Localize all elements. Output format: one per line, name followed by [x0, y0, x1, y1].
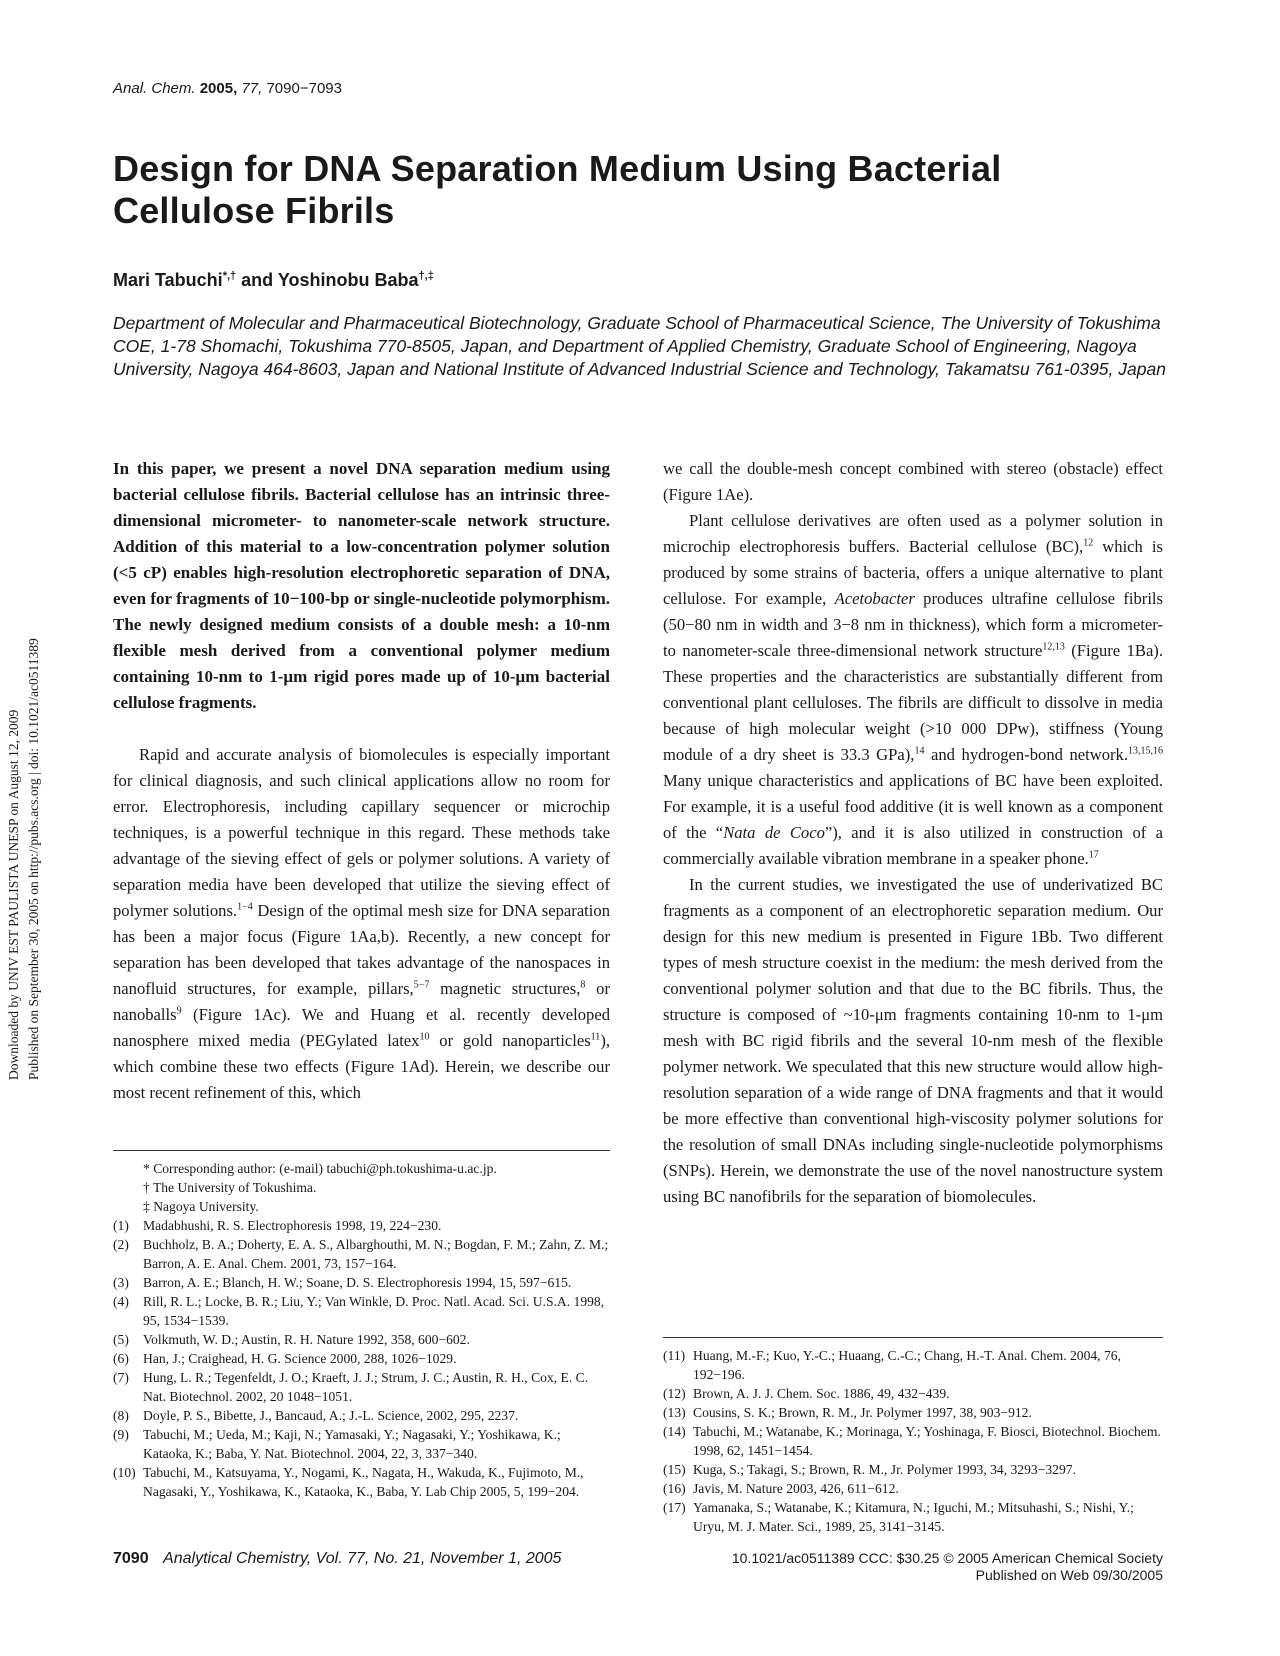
- footnote: ‡ Nagoya University.: [143, 1199, 259, 1214]
- body-text: or gold nanoparticles: [429, 1031, 591, 1050]
- reference-list: [663, 1346, 1163, 1536]
- reference-item: [113, 1292, 610, 1330]
- reference-item: [113, 1330, 610, 1349]
- reference-number: (7): [113, 1370, 129, 1385]
- reference-item: [663, 1422, 1163, 1460]
- reference-number: (5): [113, 1332, 129, 1347]
- reference-item: [663, 1460, 1163, 1479]
- download-stamp: [0, 200, 40, 1100]
- reference-item: [663, 1498, 1163, 1536]
- footnotes-references-left: [113, 1150, 610, 1501]
- reference-text: Yamanaka, S.; Watanabe, K.; Kitamura, N.; Iguchi, M.; Mitsuhashi, S.; Nishi, Y.; Uryu, M. J. Mater. Sci., 1989, 25, 3141−3145.: [693, 1500, 1134, 1534]
- body-text: ), which combine these two effects (Figure 1Ad). Herein, we describe our most recent refinement of this, which: [113, 1031, 610, 1102]
- journal-issue: Analytical Chemistry, Vol. 77, No. 21, November 1, 2005: [163, 1550, 562, 1567]
- author-marks: †,‡: [418, 270, 434, 282]
- author-list: [113, 270, 434, 291]
- author-name: Mari Tabuchi: [113, 270, 223, 290]
- citation: 14: [914, 745, 925, 757]
- citation: 9: [176, 1005, 182, 1017]
- reference-number: (13): [663, 1405, 686, 1420]
- reference-item: [113, 1349, 610, 1368]
- body-paragraph: [113, 742, 610, 1106]
- left-column: [113, 456, 610, 1106]
- affiliation: Department of Molecular and Pharmaceutical Biotechnology, Graduate School of Pharmaceutical Science, The University of Tokushima COE, 1-78 Shomachi, Tokushima 770-8505, Japan, and Department of Applied Chemistry, Graduate School of Engineering, Nagoya University, Nagoya 464-8603, Japan and National Institute of Advanced Industrial Science and Technology, Takamatsu 761-0395, Japan: [113, 313, 1166, 379]
- reference-rule: [663, 1337, 1163, 1338]
- reference-item: [113, 1216, 610, 1235]
- reference-item: [113, 1273, 610, 1292]
- body-text: produces ultrafine cellulose fibrils (50−80 nm in width and 3−8 nm in thickness), which form a micrometer- to nanometer-scale three-dimensional network structure: [663, 589, 1163, 660]
- references-right: [663, 1337, 1163, 1536]
- reference-item: [663, 1384, 1163, 1403]
- reference-number: (6): [113, 1351, 129, 1366]
- citation: 5−7: [413, 979, 430, 991]
- reference-item: [113, 1425, 610, 1463]
- footnote: * Corresponding author: (e-mail) tabuchi@ph.tokushima-u.ac.jp.: [143, 1161, 497, 1176]
- reference-text: Buchholz, B. A.; Doherty, E. A. S., Albarghouthi, M. N.; Bogdan, F. M.; Zahn, Z. M.; Barron, A. E. Anal. Chem. 2001, 73, 157−164.: [143, 1237, 609, 1271]
- download-stamp-line: Published on September 30, 2005 on http://pubs.acs.org | doi: 10.1021/ac0511389: [26, 638, 41, 1080]
- footnote-list: [113, 1159, 610, 1216]
- citation: 17: [1088, 849, 1099, 861]
- page-footer: [113, 1550, 561, 1568]
- reference-item: [113, 1406, 610, 1425]
- reference-text: Huang, M.-F.; Kuo, Y.-C.; Huaang, C.-C.; Chang, H.-T. Anal. Chem. 2004, 76, 192−196.: [693, 1348, 1121, 1382]
- citation: 8: [580, 979, 586, 991]
- body-text: Rapid and accurate analysis of biomolecules is especially important for clinical diagnosis, and such clinical applications allow no room for error. Electrophoresis, including capillary sequencer or microchip techniques, is a powerful technique in this regard. These methods take advantage of the sieving effect of gels or polymer solutions. A variety of separation media have been developed that utilize the sieving effect of polymer solutions.: [113, 745, 610, 920]
- citation: 1−4: [237, 901, 253, 913]
- reference-item: [663, 1403, 1163, 1422]
- download-stamp-line: Downloaded by UNIV EST PAULISTA UNESP on August 12, 2009: [6, 709, 21, 1080]
- reference-text: Tabuchi, M.; Ueda, M.; Kaji, N.; Yamasaki, Y.; Nagasaki, Y.; Yoshikawa, K.; Kataoka, K.; Baba, Y. Nat. Biotechnol. 2004, 22, 3, 337−340.: [143, 1427, 561, 1461]
- reference-number: (1): [113, 1218, 129, 1233]
- reference-text: Tabuchi, M.; Watanabe, K.; Morinaga, Y.; Yoshinaga, F. Biosci, Biotechnol. Biochem. 1998, 62, 1451−1454.: [693, 1424, 1161, 1458]
- reference-text: Barron, A. E.; Blanch, H. W.; Soane, D. S. Electrophoresis 1994, 15, 597−615.: [143, 1275, 572, 1290]
- reference-number: (3): [113, 1275, 129, 1290]
- reference-number: (17): [663, 1500, 686, 1515]
- article-title: Design for DNA Separation Medium Using Bacterial Cellulose Fibrils: [113, 148, 1002, 231]
- body-paragraph: In the current studies, we investigated the use of underivatized BC fragments as a component of an electrophoretic separation medium. Our design for this new medium is presented in Figure 1Bb. Two different types of mesh structure coexist in the medium: the mesh derived from the conventional polymer solution and that due to the BC fibrils. Thus, the structure is composed of ~10-μm fragments containing 10-nm to 1-μm mesh with BC rigid fibrils and the several 10-nm mesh of the flexible polymer network. We speculated that this new structure would allow high-resolution separation of a wide range of DNA fragments and that it would be more effective than conventional high-viscosity polymer solutions for the resolution of small DNAs including single-nucleotide polymorphisms (SNPs). Herein, we demonstrate the use of the novel nanostructure system using BC nanofibrils for the separation of biomolecules.: [663, 875, 1163, 1206]
- reference-text: Madabhushi, R. S. Electrophoresis 1998, 19, 224−230.: [143, 1218, 442, 1233]
- reference-number: (4): [113, 1294, 129, 1309]
- reference-number: (16): [663, 1481, 686, 1496]
- body-text: or nanoballs: [113, 979, 610, 1024]
- reference-list: [113, 1216, 610, 1501]
- journal-reference: [113, 80, 342, 97]
- reference-text: Cousins, S. K.; Brown, R. M., Jr. Polymer 1997, 38, 903−912.: [693, 1405, 1032, 1420]
- reference-number: (11): [663, 1348, 686, 1363]
- right-column: [663, 456, 1163, 1210]
- reference-number: (10): [113, 1465, 136, 1480]
- author-conjunction: and: [241, 270, 274, 290]
- reference-text: Rill, R. L.; Locke, B. R.; Liu, Y.; Van Winkle, D. Proc. Natl. Acad. Sci. U.S.A. 1998, 95, 1534−1539.: [143, 1294, 605, 1328]
- journal-pages: 7090−7093: [266, 80, 342, 97]
- copyright-block: [663, 1550, 1163, 1584]
- journal-volume: 77,: [241, 80, 263, 97]
- reference-text: Volkmuth, W. D.; Austin, R. H. Nature 1992, 358, 600−602.: [143, 1332, 470, 1347]
- citation: 12,13: [1042, 641, 1065, 653]
- body-text: Plant cellulose derivatives are often used as a polymer solution in microchip electrophoresis buffers. Bacterial cellulose (BC),: [663, 511, 1163, 556]
- body-text: and hydrogen-bond network.: [924, 745, 1128, 764]
- body-text: (Figure 1Ba). These properties and the characteristics are substantially different from conventional plant celluloses. The fibrils are difficult to dissolve in media because of high molecular weight (>10 000 DPw), stiffness (Young module of a dry sheet is 33.3 GPa),: [663, 641, 1163, 764]
- journal-name: Anal. Chem.: [113, 80, 196, 97]
- citation: 12: [1083, 537, 1094, 549]
- footnote: † The University of Tokushima.: [143, 1180, 317, 1195]
- reference-number: (12): [663, 1386, 686, 1401]
- citation: 10: [419, 1031, 430, 1043]
- reference-text: Hung, L. R.; Tegenfeldt, J. O.; Kraeft, J. J.; Strum, J. C.; Austin, R. H., Cox, E. C. Nat. Biotechnol. 2002, 20 1048−1051.: [143, 1370, 589, 1404]
- body-text: magnetic structures,: [429, 979, 581, 998]
- reference-number: (2): [113, 1237, 129, 1252]
- page-number: 7090: [113, 1550, 149, 1567]
- reference-text: Javis, M. Nature 2003, 426, 611−612.: [693, 1481, 899, 1496]
- reference-item: [663, 1346, 1163, 1384]
- body-text: (Figure 1Ac). We and Huang et al. recently developed nanosphere mixed media (PEGylated latex: [113, 1005, 610, 1050]
- author-marks: *,†: [222, 270, 237, 282]
- reference-number: (9): [113, 1427, 129, 1442]
- body-paragraph: we call the double-mesh concept combined with stereo (obstacle) effect (Figure 1Ae).: [663, 459, 1163, 504]
- body-paragraph: [663, 508, 1163, 872]
- citation: 11: [590, 1031, 601, 1043]
- reference-item: [113, 1368, 610, 1406]
- abstract: In this paper, we present a novel DNA separation medium using bacterial cellulose fibrils. Bacterial cellulose has an intrinsic three-dimensional micrometer- to nanometer-scale network structure. Addition of this material to a low-concentration polymer solution (<5 cP) enables high-resolution electrophoretic separation of DNA, even for fragments of 10−100-bp or single-nucleotide polymorphism. The newly designed medium consists of a double mesh: a 10-nm flexible mesh derived from a conventional polymer medium containing 10-nm to 1-μm rigid pores made up of 10-μm bacterial cellulose fragments.: [113, 459, 610, 712]
- reference-item: [113, 1463, 610, 1501]
- reference-text: Tabuchi, M., Katsuyama, Y., Nogami, K., Nagata, H., Wakuda, K., Fujimoto, M., Nagasaki, Y., Yoshikawa, K., Kataoka, K., Baba, Y. Lab Chip 2005, 5, 199−204.: [143, 1465, 584, 1499]
- doi-price: 10.1021/ac0511389 CCC: $30.25 © 2005 American Chemical Society: [731, 1550, 1163, 1566]
- product-name: Nata de Coco: [723, 823, 825, 842]
- reference-number: (14): [663, 1424, 686, 1439]
- species-name: Acetobacter: [834, 589, 915, 608]
- reference-item: [663, 1479, 1163, 1498]
- body-text: which is produced by some strains of bacteria, offers a unique alternative to plant cellulose. For example,: [663, 537, 1163, 608]
- footnote-rule: [113, 1150, 610, 1151]
- body-text: Design of the optimal mesh size for DNA separation has been a major focus (Figure 1Aa,b). Recently, a new concept for separation has been developed that takes advantage of the nanospaces in nanofluid structures, for example, pillars,: [113, 901, 610, 998]
- author-name: Yoshinobu Baba: [277, 270, 419, 290]
- reference-number: (15): [663, 1462, 686, 1477]
- publication-date: Published on Web 09/30/2005: [975, 1567, 1163, 1583]
- body-text: Many unique characteristics and applications of BC have been exploited. For example, it is a useful food additive (it is well known as a component of the “: [663, 771, 1163, 842]
- reference-text: Doyle, P. S., Bibette, J., Bancaud, A.; J.-L. Science, 2002, 295, 2237.: [143, 1408, 519, 1423]
- reference-item: [113, 1235, 610, 1273]
- reference-text: Kuga, S.; Takagi, S.; Brown, R. M., Jr. Polymer 1993, 34, 3293−3297.: [693, 1462, 1076, 1477]
- citation: 13,15,16: [1128, 745, 1163, 757]
- reference-text: Brown, A. J. J. Chem. Soc. 1886, 49, 432−439.: [693, 1386, 950, 1401]
- body-text: ”), and it is also utilized in construction of a commercially available vibration membrane in a speaker phone.: [663, 823, 1163, 868]
- journal-year: 2005,: [199, 80, 238, 97]
- reference-text: Han, J.; Craighead, H. G. Science 2000, 288, 1026−1029.: [143, 1351, 457, 1366]
- reference-number: (8): [113, 1408, 129, 1423]
